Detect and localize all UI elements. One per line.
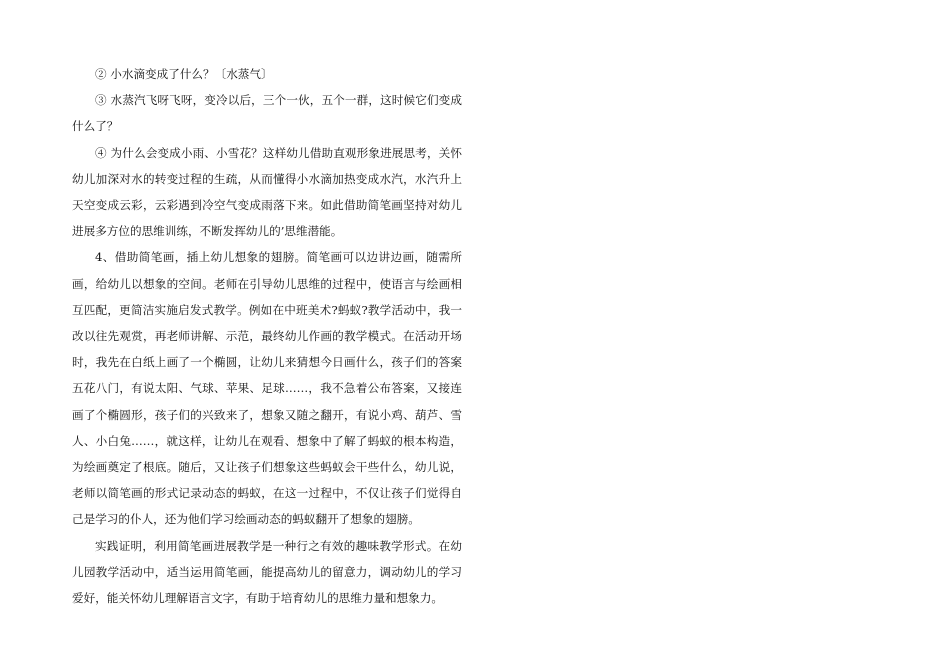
paragraph-step-4: ④ 为什么会变成小雨、小雪花？这样幼儿借助直观形象进展思考，关怀幼儿加深对水的转变过程的生疏，从而懂得小水滴加热变成水汽，水汽升上天空变成云彩，云彩遇到冷空气变成雨落下来。如此借助简笔画坚持对幼儿进展多方位的思维训练，不断发挥幼儿的’思维潜能。 bbox=[72, 145, 462, 239]
text-column bbox=[72, 61, 462, 611]
paragraph-step-2: ② 小水滴变成了什么？〔水蒸气〕 bbox=[95, 67, 273, 81]
paragraph-step-3: ③ 水蒸汽飞呀飞呀，变冷以后，三个一伙，五个一群，这时候它们变成什么了？ bbox=[72, 93, 462, 134]
paragraph-section-4: 4、借助简笔画，插上幼儿想象的翅膀。简笔画可以边讲边画，随需所画，给幼儿以想象的空间。老师在引导幼儿思维的过程中，使语言与绘画相互匹配，更简洁实施启发式教学。例如在中班美术?蚂蚁?教学活动中，我一改以往先观赏，再老师讲解、示范，最终幼儿作画的教学模式。在活动开场时，我先在白纸上画了一个椭圆，让幼儿来猜想今日画什么，孩子们的答案五花八门，有说太阳、气球、苹果、足球……，我不急着公布答案，又接连画了个椭圆形，孩子们的兴致来了，想象又随之翻开，有说小鸡、葫芦、雪人、小白兔……，就这样，让幼儿在观看、想象中了解了蚂蚁的根本构造，为绘画奠定了根底。随后，又让孩子们想象这些蚂蚁会干些什么，幼儿说，老师以简笔画的形式记录动态的蚂蚁，在这一过程中，不仅让孩子们觉得自己是学习的仆人，还为他们学习绘画动态的蚂蚁翻开了想象的翅膀。 bbox=[72, 250, 462, 527]
paragraph-conclusion: 实践证明，利用简笔画进展教学是一种行之有效的趣味教学形式。在幼儿园教学活动中，适当运用简笔画，能提高幼儿的留意力，调动幼儿的学习爱好，能关怀幼儿理解语言文字，有助于培育幼儿的思维力量和想象力。 bbox=[72, 538, 462, 606]
